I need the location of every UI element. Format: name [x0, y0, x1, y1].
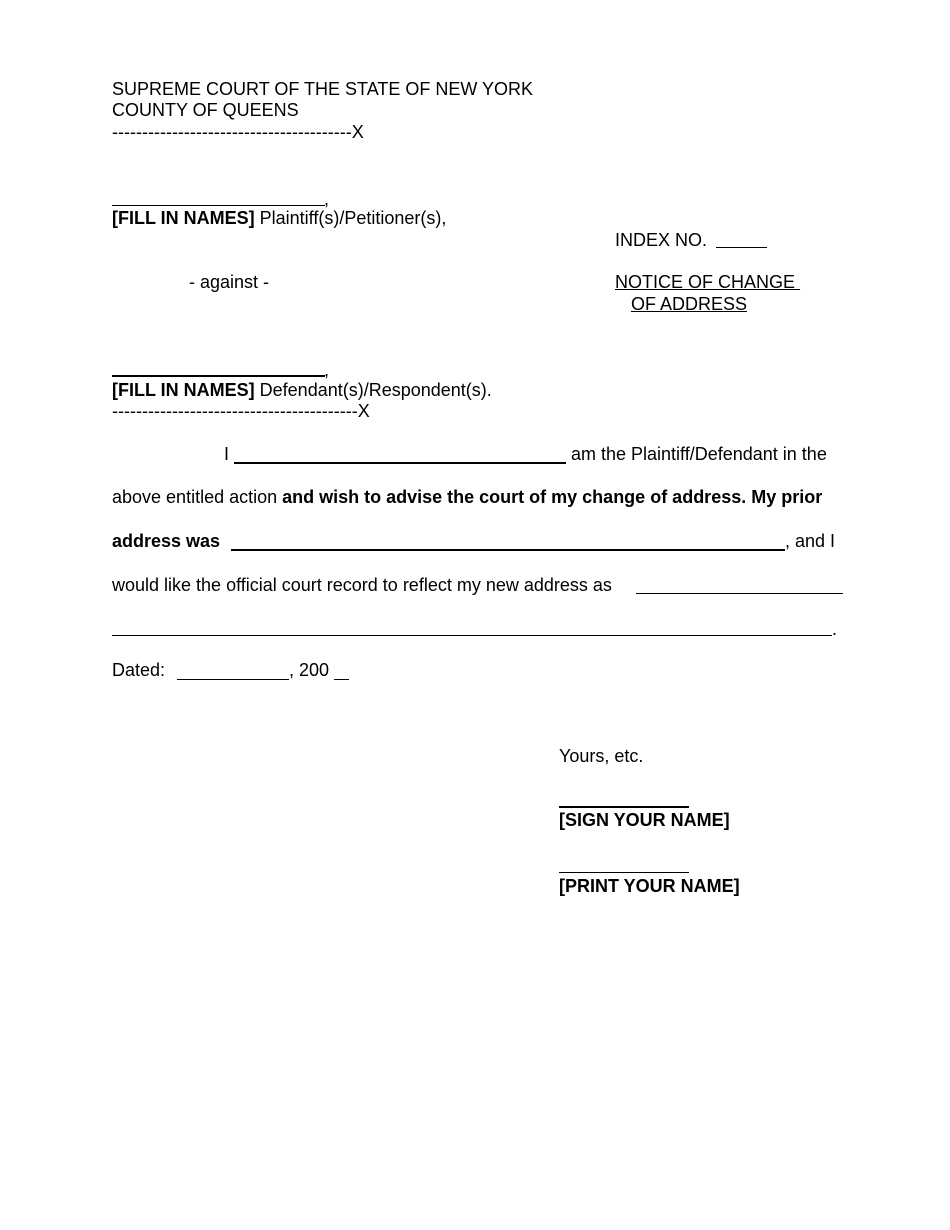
plaintiff-line [112, 209, 446, 227]
closing-text: Yours, etc. [559, 746, 644, 766]
against-text: - against - [189, 272, 270, 292]
plaintiff-name-blank[interactable] [112, 205, 325, 206]
body-line-3-end: , and I [785, 531, 836, 551]
prior-address-label: address was [112, 531, 221, 551]
caption-rule-bottom: -----------------------------------------X [112, 401, 370, 421]
new-address-label: would like the official court record to reflect my new address as [112, 575, 612, 595]
sign-name-label: [SIGN YOUR NAME] [559, 810, 730, 830]
plaintiff-comma: , [324, 189, 330, 209]
dated-year: , 200 [289, 660, 330, 680]
new-address-blank-1[interactable] [636, 593, 843, 594]
plaintiff-fill-label: [FILL IN NAMES] [112, 208, 255, 228]
print-name-blank[interactable] [559, 872, 689, 873]
court-name: SUPREME COURT OF THE STATE OF NEW YORK [112, 79, 534, 99]
defendant-comma: , [324, 360, 330, 380]
body-period: . [832, 619, 838, 639]
year-digit-blank[interactable] [334, 679, 349, 680]
prior-address-blank[interactable] [231, 549, 785, 551]
defendant-fill-label: [FILL IN NAMES] [112, 380, 255, 400]
defendant-line [112, 381, 492, 399]
plaintiff-role: Plaintiff(s)/Petitioner(s), [254, 208, 447, 228]
party-name-blank[interactable] [234, 462, 566, 464]
defendant-name-blank[interactable] [112, 375, 325, 377]
new-address-blank-2[interactable] [112, 635, 832, 636]
body-role-text: am the Plaintiff/Defendant in the [571, 444, 827, 464]
index-number-blank[interactable] [716, 247, 767, 248]
date-blank[interactable] [177, 679, 289, 680]
print-name-label: [PRINT YOUR NAME] [559, 876, 740, 896]
defendant-role: Defendant(s)/Respondent(s). [254, 380, 492, 400]
body-line-2-bold: and wish to advise the court of my change of address. My prior [282, 487, 823, 507]
signature-blank[interactable] [559, 806, 689, 808]
dated-label: Dated: [112, 660, 166, 680]
body-i: I [224, 444, 230, 464]
body-line-2-plain: above entitled action [112, 487, 283, 507]
document-title-line1: NOTICE OF CHANGE [615, 272, 801, 292]
document-title-line2: OF ADDRESS [631, 294, 748, 314]
county-name: COUNTY OF QUEENS [112, 100, 299, 120]
caption-rule-top: ----------------------------------------X [112, 122, 364, 142]
body-line-2 [112, 488, 822, 506]
index-number-label: INDEX NO. [615, 230, 708, 250]
